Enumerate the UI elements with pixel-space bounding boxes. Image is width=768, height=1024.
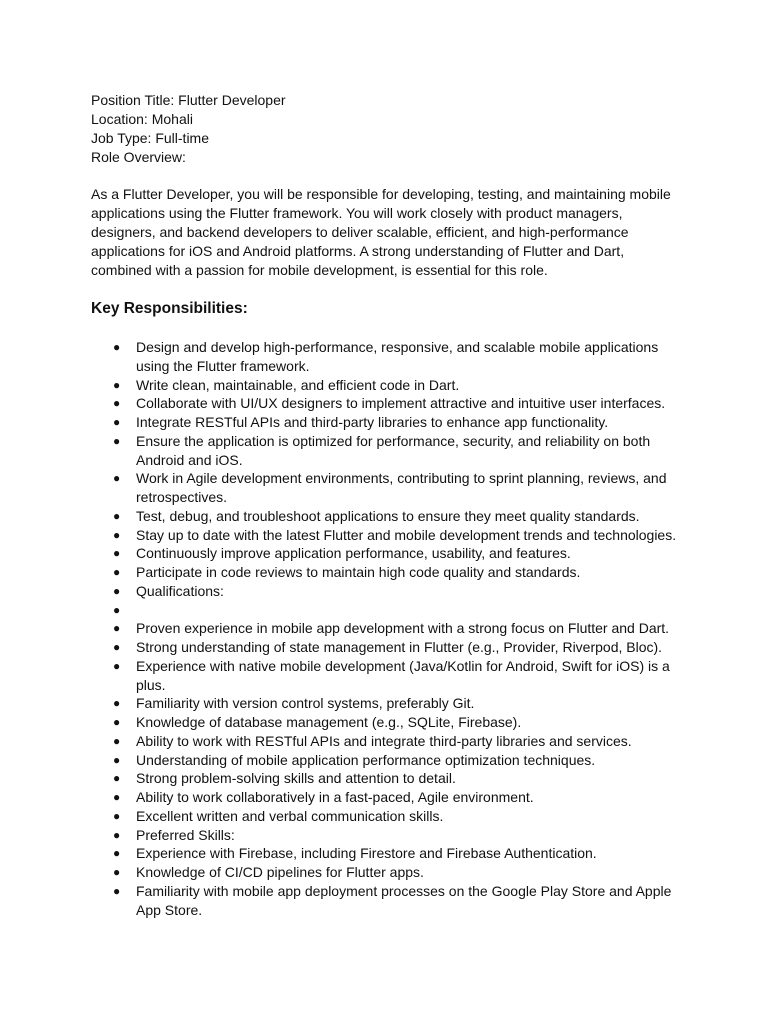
list-item-text: Strong problem-solving skills and attention to detail.: [136, 770, 456, 787]
list-item-text: Strong understanding of state management in Flutter (e.g., Provider, Riverpod, Bloc).: [136, 639, 663, 655]
bullet-icon: ●: [113, 471, 121, 486]
list-item: [91, 732, 691, 751]
bullet-list: [91, 338, 691, 919]
key-responsibilities-heading: Key Responsibilities:: [91, 300, 248, 317]
list-item-text: Write clean, maintainable, and efficient code in Dart.: [136, 376, 460, 393]
list-item-text: Understanding of mobile application performance optimization techniques.: [136, 751, 596, 768]
list-item: [91, 582, 691, 601]
list-item: [91, 694, 691, 713]
list-item-text: Preferred Skills:: [136, 826, 235, 843]
bullet-icon: ●: [113, 658, 121, 673]
bullet-icon: ●: [113, 771, 121, 786]
list-item-text: Experience with Firebase, including Firestore and Firebase Authentication.: [136, 845, 597, 862]
bullet-icon: ●: [113, 865, 121, 879]
bullet-icon: ●: [113, 583, 121, 598]
list-item-text: Participate in code reviews to maintain high code quality and standards.: [136, 564, 581, 580]
bullet-icon: ●: [113, 640, 121, 654]
list-item: [91, 507, 691, 526]
role-overview-paragraph: As a Flutter Developer, you will be responsible for developing, testing, and maintaining mobile applications using the Flutter framework. You will work closely with product managers, designers, and backend developers to deliver scalable, efficient, and high-performance applications for iOS and Android platforms. A strong understanding of Flutter and Dart, combined with a passion for mobile development, is essential for this role.: [91, 186, 671, 278]
list-item: [91, 788, 691, 807]
list-item: [91, 826, 691, 845]
list-item-text: Stay up to date with the latest Flutter and mobile development trends and technologies.: [136, 526, 677, 543]
list-item-text: Experience with native mobile development (Java/Kotlin for Android, Swift for iOS) is a plus.: [136, 657, 670, 693]
list-item: [91, 526, 691, 545]
list-item-text: Familiarity with mobile app deployment processes on the Google Play Store and Apple App Store.: [136, 882, 672, 918]
bullet-icon: ●: [113, 546, 121, 561]
list-item: [91, 432, 691, 470]
job-header: [91, 91, 691, 167]
bullet-icon: ●: [113, 790, 121, 804]
list-item-text: Qualifications:: [136, 582, 224, 599]
bullet-icon: ●: [113, 846, 121, 861]
list-item: [91, 657, 691, 695]
bullet-icon: ●: [113, 602, 121, 617]
bullet-icon: ●: [113, 733, 121, 748]
list-item: [91, 863, 691, 882]
list-item: [91, 338, 691, 376]
list-item-text: Collaborate with UI/UX designers to implement attractive and intuitive user interfaces.: [136, 395, 666, 412]
list-item-text: Knowledge of CI/CD pipelines for Flutter apps.: [136, 864, 424, 880]
list-item: [91, 638, 691, 657]
list-item-text: Excellent written and verbal communication skills.: [136, 807, 444, 824]
list-item: [91, 713, 691, 732]
list-item-text: Continuously improve application performance, usability, and features.: [136, 545, 571, 562]
position-title: Position Title: Flutter Developer: [91, 92, 286, 108]
bullet-icon: ●: [113, 527, 121, 542]
list-item: [91, 376, 691, 395]
bullet-icon: ●: [113, 377, 121, 392]
list-item: [91, 619, 691, 638]
bullet-icon: ●: [113, 396, 121, 411]
bullet-icon: ●: [113, 415, 121, 429]
list-item-text: Ability to work collaboratively in a fast-paced, Agile environment.: [136, 789, 534, 805]
list-item: [91, 807, 691, 826]
list-item: [91, 751, 691, 770]
list-item: [91, 563, 691, 582]
list-item-text: Ensure the application is optimized for performance, security, and reliability on both Android and iOS.: [136, 432, 651, 468]
list-item-text: Knowledge of database management (e.g., SQLite, Firebase).: [136, 714, 522, 730]
list-item: [91, 544, 691, 563]
list-item-text: Familiarity with version control systems, preferably Git.: [136, 695, 475, 712]
bullet-icon: ●: [113, 883, 121, 898]
location: Location: Mohali: [91, 111, 193, 127]
bullet-icon: ●: [113, 565, 121, 579]
list-item: [91, 844, 691, 863]
bullet-icon: ●: [113, 752, 121, 767]
list-item: [91, 769, 691, 788]
list-item: [91, 413, 691, 432]
bullet-icon: ●: [113, 621, 121, 636]
list-item: [91, 394, 691, 413]
bullet-icon: ●: [113, 508, 121, 523]
list-item-text: Work in Agile development environments, contributing to sprint planning, reviews, and retrospectives.: [136, 470, 667, 505]
bullet-icon: ●: [113, 340, 121, 354]
bullet-icon: ●: [113, 433, 121, 448]
list-item: [91, 601, 691, 620]
bullet-icon: ●: [113, 808, 121, 823]
list-item-text: Design and develop high-performance, responsive, and scalable mobile applications using the Flutter framework.: [136, 339, 659, 374]
list-item-text: Ability to work with RESTful APIs and integrate third-party libraries and services.: [136, 732, 632, 749]
list-item: [91, 882, 691, 920]
bullet-icon: ●: [113, 696, 121, 711]
list-item-text: Test, debug, and troubleshoot applications to ensure they meet quality standards.: [136, 507, 640, 524]
bullet-icon: ●: [113, 715, 121, 729]
role-overview-label: Role Overview:: [91, 149, 186, 165]
bullet-icon: ●: [113, 827, 121, 842]
job-type: Job Type: Full-time: [91, 130, 210, 146]
list-item: [91, 469, 691, 507]
list-item-text: Integrate RESTful APIs and third-party libraries to enhance app functionality.: [136, 414, 609, 430]
list-item-text: Proven experience in mobile app development with a strong focus on Flutter and Dart.: [136, 620, 670, 637]
